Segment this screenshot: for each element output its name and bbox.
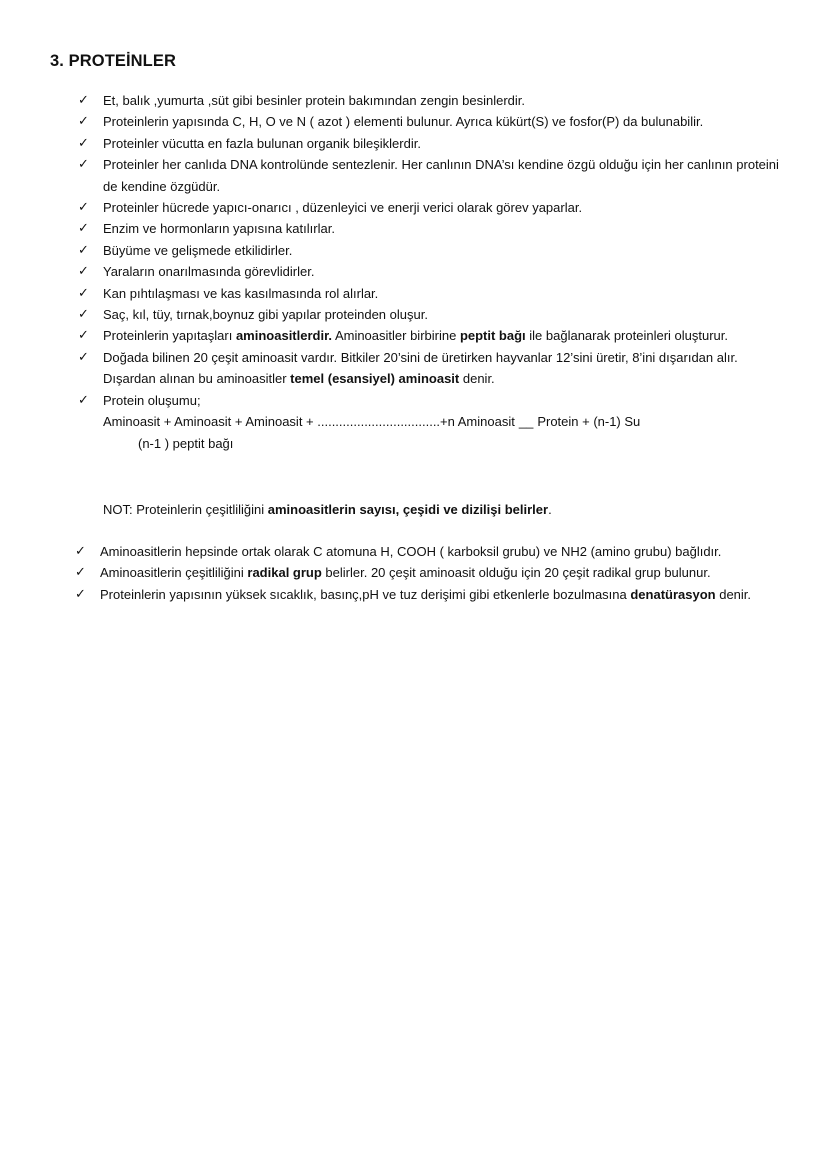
checkmark-icon: ✓ [78,307,89,323]
list-item [78,261,793,282]
item-text-part: denir. [459,371,495,387]
item-text-part: denir. [715,586,752,602]
item-text-part: Aminoasitlerin çeşitliliğini [100,565,248,581]
item-text: Enzim ve hormonların yapısına katılırlar. [103,221,335,237]
item-text-part: Doğada bilinen 20 çeşit aminoasit vardır. Bitkiler 20’sini de üretirken hayvanlar 12’sini üretir, 8’ini dışarıdan alır. Dışardan alınan bu aminoasitler [103,349,738,387]
bold-term: peptit bağı [459,328,526,344]
list-item [75,562,800,583]
item-text: Proteinler her canlıda DNA kontrolünde sentezlenir. Her canlının DNA’sı kendine özgü olduğu için her canlının proteini de kendine özgüdür. [103,157,779,194]
list-item [78,111,793,132]
bold-term: radikal grup [247,565,322,581]
list-item [78,197,793,218]
peptit-note: (n-1 ) peptit bağı [138,435,234,451]
checkmark-icon: ✓ [78,157,89,173]
checkmark-icon: ✓ [78,264,89,280]
checkmark-icon: ✓ [78,349,89,365]
aminoacid-facts-list [75,541,800,605]
item-text-part: belirler. 20 çeşit aminoasit olduğu için 20 çeşit radikal grup bulunur. [321,565,711,581]
list-item [78,154,793,197]
item-text: Yaraların onarılmasında görevlidirler. [103,264,315,280]
item-text: Saç, kıl, tüy, tırnak,boynuz gibi yapılar proteinden oluşur. [103,307,428,323]
item-text: Büyüme ve gelişmede etkilidirler. [103,242,293,258]
list-item [78,218,793,239]
checkmark-icon: ✓ [78,114,89,130]
bold-term: temel (esansiyel) aminoasit [290,371,460,387]
list-item [78,90,793,111]
checkmark-icon: ✓ [78,328,89,344]
list-item [78,240,793,261]
item-text-part: Aminoasitler birbirine [332,328,460,344]
checkmark-icon: ✓ [75,586,86,602]
formula-right: Protein + (n-1) Su [537,414,641,430]
item-text-part: Proteinlerin yapıtaşları [103,328,236,344]
bold-term: aminoasitlerin sayısı, çeşidi ve dizilişi belirler [267,502,549,517]
section-title: 3. PROTEİNLER [50,52,176,70]
checkmark-icon: ✓ [75,565,86,581]
list-item [78,325,793,346]
list-item [78,283,793,304]
list-item [78,390,793,454]
checkmark-icon: ✓ [78,93,89,108]
formula-left: Aminoasit + Aminoasit + Aminoasit + ..................................+n Aminoasit [103,414,515,430]
bold-term: denatürasyon [630,586,716,602]
list-item [75,541,800,562]
checkmark-icon: ✓ [78,221,89,237]
list-item [78,304,793,325]
checkmark-icon: ✓ [78,242,89,258]
checkmark-icon: ✓ [78,285,89,301]
protein-facts-list [78,90,793,454]
protein-formula [103,411,793,432]
checkmark-icon: ✓ [78,135,89,151]
list-item [78,133,793,154]
note-text: NOT: Proteinlerin çeşitliliğini [103,502,268,517]
item-text: Proteinler hücrede yapıcı-onarıcı , düzenleyici ve enerji verici olarak görev yaparlar. [103,200,583,216]
reaction-arrow-icon: __ [518,414,534,430]
note-paragraph [103,499,552,520]
item-text: Proteinler vücutta en fazla bulunan organik bileşiklerdir. [103,135,421,151]
bold-term: aminoasitlerdir. [235,328,333,344]
item-text: Proteinlerin yapısında C, H, O ve N ( azot ) elementi bulunur. Ayrıca kükürt(S) ve fosfor(P) da bulunabilir. [103,114,704,130]
item-text-part: ile bağlanarak proteinleri oluşturur. [525,328,728,344]
list-item [78,347,793,390]
list-item [75,584,800,605]
note-text: . [548,502,552,517]
checkmark-icon: ✓ [78,392,89,408]
item-text: Aminoasitlerin hepsinde ortak olarak C atomuna H, COOH ( karboksil grubu) ve NH2 (amino grubu) bağlıdır. [100,544,722,559]
item-text-part: Proteinlerin yapısının yüksek sıcaklık, basınç,pH ve tuz derişimi gibi etkenlerle bozulmasına [100,586,631,602]
item-text: Kan pıhtılaşması ve kas kasılmasında rol alırlar. [103,285,379,301]
checkmark-icon: ✓ [75,544,86,559]
checkmark-icon: ✓ [78,200,89,216]
formula-heading: Protein oluşumu; [103,392,201,408]
item-text: Et, balık ,yumurta ,süt gibi besinler protein bakımından zengin besinlerdir. [103,93,526,108]
